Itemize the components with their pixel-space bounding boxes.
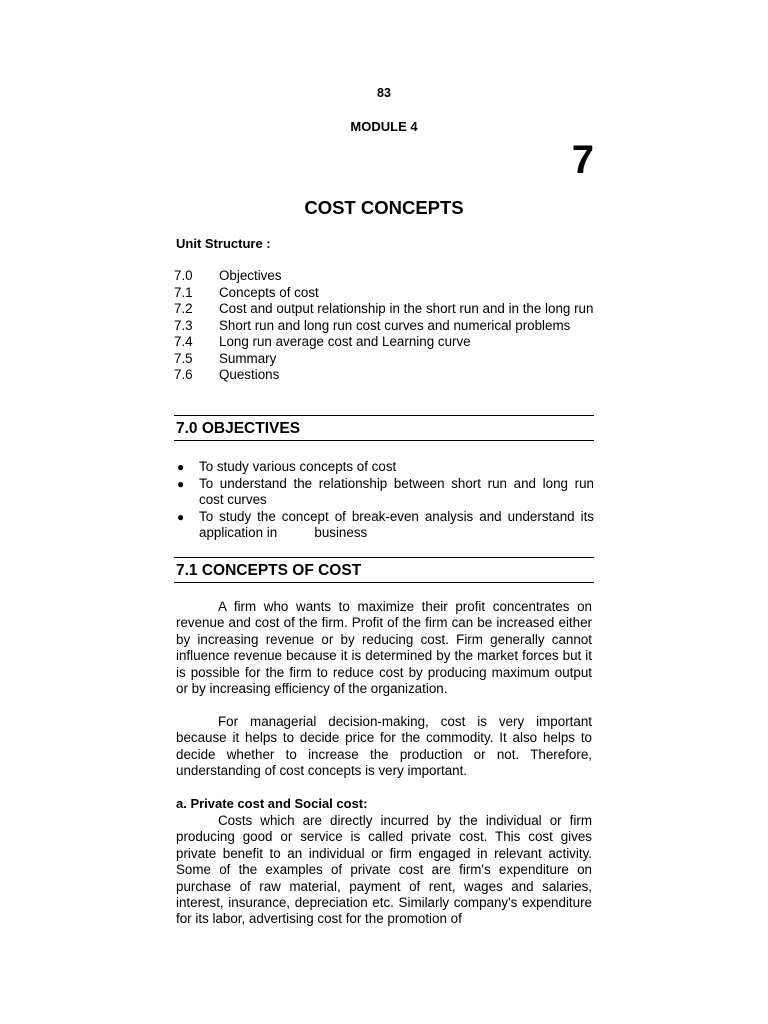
section-rule-top: [174, 557, 594, 558]
toc-item-text: Long run average cost and Learning curve: [219, 334, 471, 349]
concepts-heading: 7.1 CONCEPTS OF COST: [176, 562, 362, 579]
module-label: MODULE 4: [350, 119, 418, 134]
toc-item-number: 7.3: [174, 317, 193, 333]
list-item: [174, 476, 594, 509]
chapter-title: COST CONCEPTS: [304, 197, 464, 218]
list-item: [174, 508, 598, 542]
unit-structure-label: Unit Structure :: [176, 236, 271, 251]
subheading: a. Private cost and Social cost:: [176, 796, 368, 811]
toc-item: [174, 334, 594, 351]
toc-item: [174, 351, 594, 368]
toc-item-text: Short run and long run cost curves and numerical problems: [219, 317, 571, 333]
list-item-text: To understand the relationship between short run and long run cost curves: [199, 475, 594, 507]
toc-item-text: Summary: [219, 350, 277, 366]
toc-item: [174, 268, 594, 285]
bullet-icon: ●: [177, 460, 185, 474]
bullet-icon: ●: [177, 509, 185, 524]
toc-item-number: 7.2: [174, 301, 193, 316]
section-rule-bottom: [174, 440, 594, 441]
toc-item-text: Concepts of cost: [219, 284, 319, 300]
unit-structure-list: [174, 268, 594, 384]
toc-item-text: Objectives: [219, 268, 282, 283]
paragraph: For managerial decision-making, cost is very important because it helps to decide price for the commodity. It also helps to decide whether to increase the production or not. Therefore, understanding of cost concepts is very important.: [176, 714, 592, 779]
list-item-text: To study the concept of break-even analysis and understand its application in business: [199, 508, 598, 540]
section-rule-bottom: [174, 582, 594, 583]
section-rule-top: [174, 415, 594, 416]
objectives-heading: 7.0 OBJECTIVES: [176, 420, 301, 437]
toc-item-number: 7.0: [174, 268, 193, 283]
toc-item: [174, 301, 594, 318]
paragraph: Costs which are directly incurred by the individual or firm producing good or service is called private cost. This cost gives private benefit to an individual or firm engaged in relevant activity. Some of the examples of private cost are firm's expenditure on purchase of raw material, payment of rent, wages and salaries, interest, insurance, depreciation etc. Similarly company's expenditure for its labor, advertising cost for the promotion of: [176, 813, 592, 927]
toc-item: [174, 367, 594, 384]
toc-item-text: Cost and output relationship in the short run and in the long run: [219, 301, 594, 316]
chapter-number: 7: [571, 138, 594, 182]
paragraph: A firm who wants to maximize their profit concentrates on revenue and cost of the firm. Profit of the firm can be increased either by increasing revenue or by reducing cost. Firm generally cannot influence revenue because it is determined by the market forces but it is possible for the firm to reduce cost by producing maximum output or by increasing efficiency of the organization.: [176, 599, 592, 697]
page-number: 83: [377, 86, 391, 100]
objectives-list: [174, 459, 598, 542]
toc-item-number: 7.4: [174, 334, 193, 349]
toc-item-number: 7.1: [174, 284, 193, 300]
toc-item: [174, 285, 594, 302]
list-item-text: To study various concepts of cost: [199, 459, 397, 474]
toc-item-number: 7.6: [174, 367, 193, 382]
bullet-icon: ●: [177, 476, 185, 491]
toc-item: [174, 318, 594, 335]
list-item: [174, 459, 594, 476]
toc-item-number: 7.5: [174, 350, 193, 366]
toc-item-text: Questions: [219, 367, 280, 382]
